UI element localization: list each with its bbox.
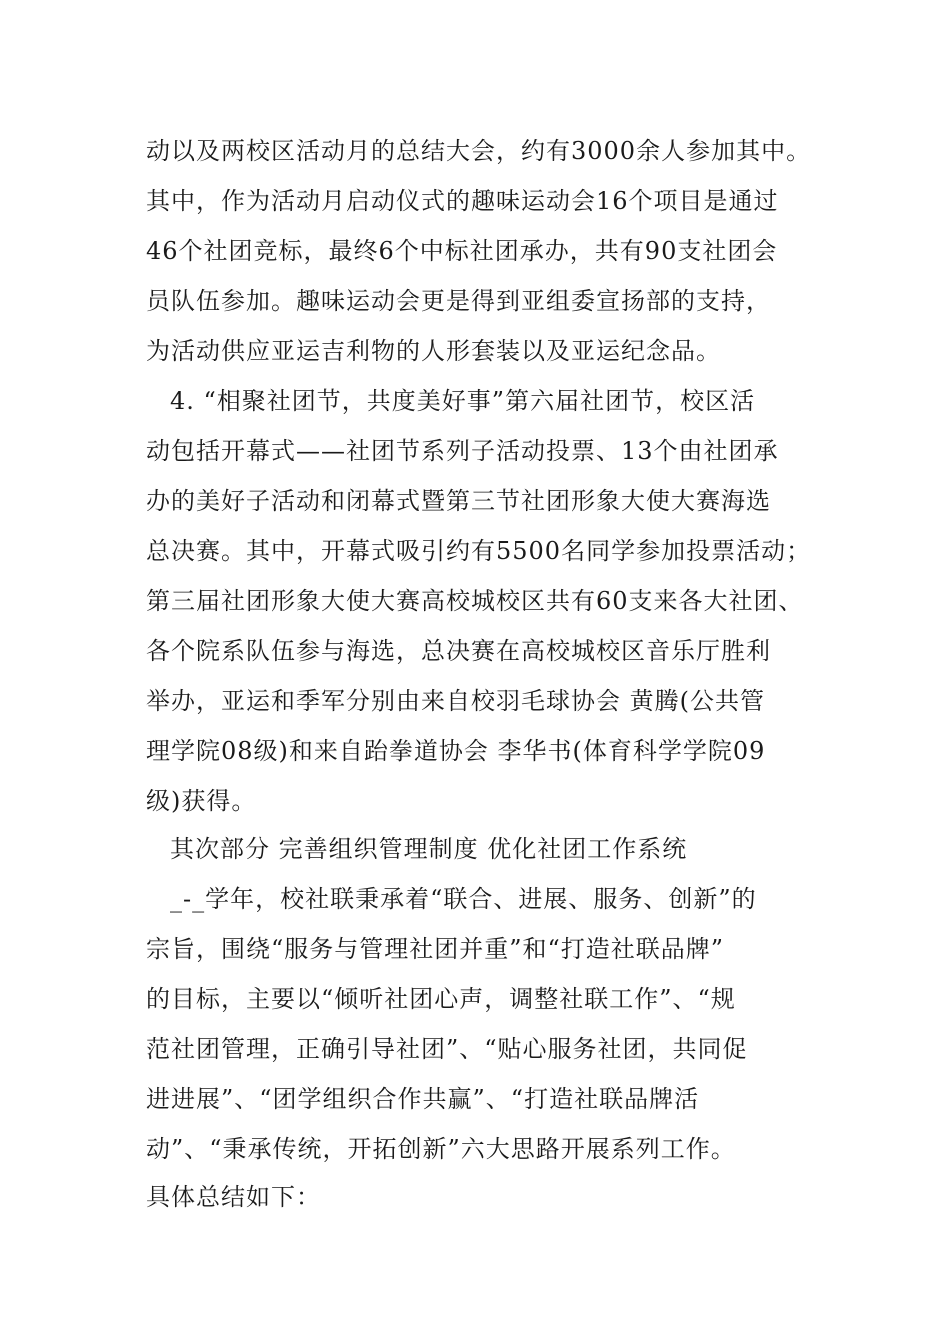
section-heading: 其次部分 完善组织管理制度 优化社团工作系统 xyxy=(170,835,688,863)
body-text-line: 其中，作为活动月启动仪式的趣味运动会16个项目是通过 xyxy=(146,187,779,215)
body-text-line: 各个院系队伍参与海选，总决赛在高校城校区音乐厅胜利 xyxy=(146,637,771,665)
body-text-line: 总决赛。其中，开幕式吸引约有5500名同学参加投票活动； xyxy=(146,537,812,565)
body-text-line: 的目标，主要以“倾听社团心声，调整社联工作”、“规 xyxy=(146,985,736,1013)
body-text-line: 范社团管理，正确引导社团”、“贴心服务社团，共同促 xyxy=(146,1035,748,1063)
body-text-line: 第三届社团形象大使大赛高校城校区共有60支来各大社团、 xyxy=(146,587,804,615)
body-text-line: 办的美好子活动和闭幕式暨第三节社团形象大使大赛海选 xyxy=(146,487,771,515)
body-text-line: 动包括开幕式——社团节系列子活动投票、13个由社团承 xyxy=(146,437,779,465)
body-text-line: 理学院08级)和来自跆拳道协会 李华书(体育科学学院09 xyxy=(146,737,766,765)
body-text-line: 动”、“秉承传统，开拓创新”六大思路开展系列工作。 xyxy=(146,1135,736,1163)
body-text-line: 进进展”、“团学组织合作共赢”、“打造社联品牌活 xyxy=(146,1085,700,1113)
body-text-line: 员队伍参加。趣味运动会更是得到亚组委宣扬部的支持， xyxy=(146,287,771,315)
body-text-line: 级)获得。 xyxy=(146,787,257,815)
body-text-line: 宗旨，围绕“服务与管理社团并重”和“打造社联品牌” xyxy=(146,935,725,963)
body-text-line: 46个社团竞标，最终6个中标社团承办，共有90支社团会 xyxy=(146,237,778,265)
list-item-4-first-line: 4. “相聚社团节，共度美好事”第六届社团节，校区活 xyxy=(170,387,756,415)
body-text-line: 举办，亚运和季军分别由来自校羽毛球协会 黄腾(公共管 xyxy=(146,687,765,715)
body-text-line: 动以及两校区活动月的总结大会，约有3000余人参加其中。 xyxy=(146,137,812,165)
body-text-line: 为活动供应亚运吉利物的人形套装以及亚运纪念品。 xyxy=(146,337,721,365)
body-text-line: 具体总结如下： xyxy=(146,1183,321,1211)
paragraph-first-line: _-_学年，校社联秉承着“联合、进展、服务、创新”的 xyxy=(170,885,757,913)
